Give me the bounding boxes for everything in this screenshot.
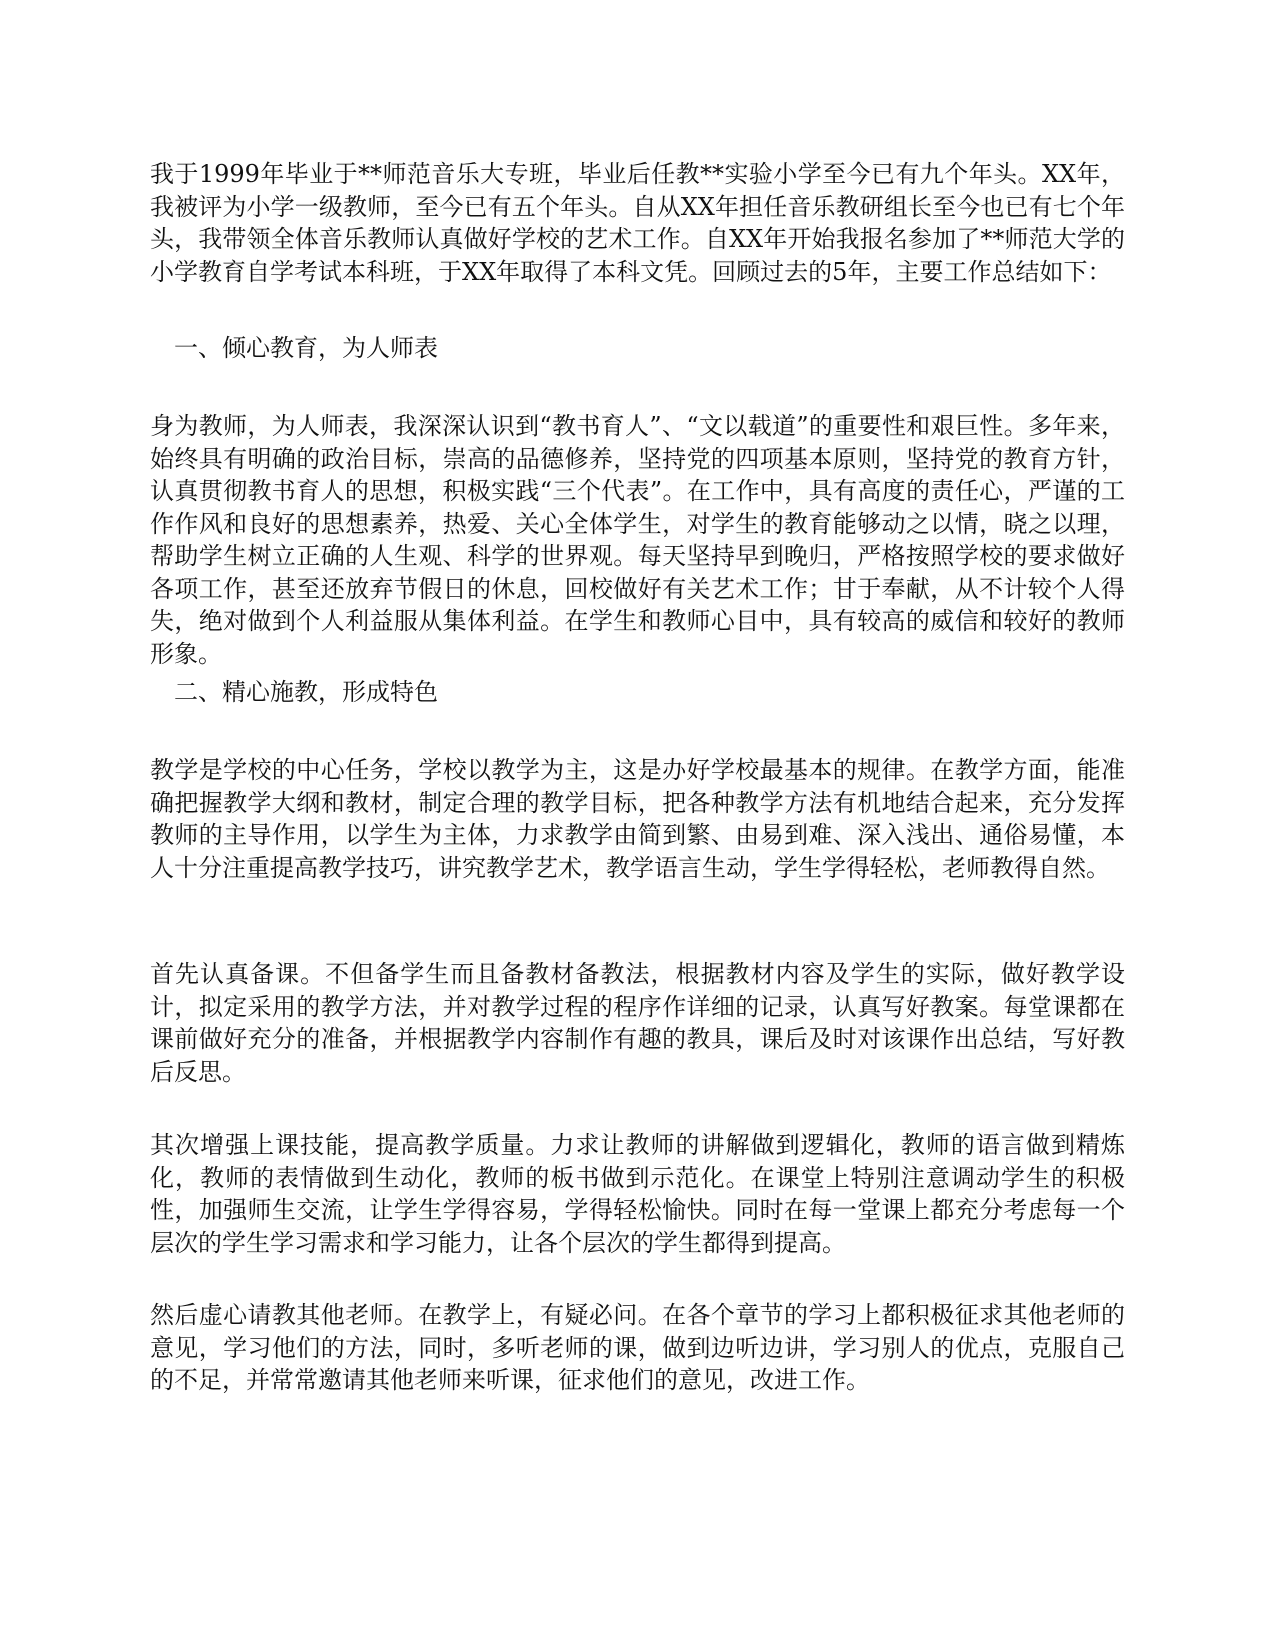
teaching-skills-paragraph: 其次增强上课技能，提高教学质量。力求让教师的讲解做到逻辑化，教师的语言做到精炼化，教师的表情做到生动化，教师的板书做到示范化。在课堂上特别注意调动学生的积极性，加强师生交流，让学生学得容易，学得轻松愉快。同时在每一堂课上都充分考虑每一个层次的学生学习需求和学习能力，让各个层次的学生都得到提高。: [150, 1131, 1125, 1257]
section-heading-1: 一、倾心教育，为人师表: [174, 334, 438, 362]
document-page: [150, 0, 1125, 1650]
teaching-paragraph: 教学是学校的中心任务，学校以教学为主，这是办好学校最基本的规律。在教学方面，能准确把握教学大纲和教材，制定合理的教学目标，把各种教学方法有机地结合起来，充分发挥教师的主导作用，以学生为主体，力求教学由简到繁、由易到难、深入浅出、通俗易懂，本人十分注重提高教学技巧，讲究教学艺术，教学语言生动，学生学得轻松，老师教得自然。: [150, 756, 1125, 882]
section-1-paragraph: 身为教师，为人师表，我深深认识到“教书育人”、“文以载道”的重要性和艰巨性。多年来，始终具有明确的政治目标，崇高的品德修养，坚持党的四项基本原则，坚持党的教育方针，认真贯彻教书育人的思想，积极实践“三个代表”。在工作中，具有高度的责任心，严谨的工作作风和良好的思想素养，热爱、关心全体学生，对学生的教育能够动之以情，晓之以理，帮助学生树立正确的人生观、科学的世界观。每天坚持早到晚归，严格按照学校的要求做好各项工作，甚至还放弃节假日的休息，回校做好有关艺术工作；甘于奉献，从不计较个人得失，绝对做到个人利益服从集体利益。在学生和教师心目中，具有较高的威信和较好的教师形象。: [150, 412, 1125, 668]
lesson-preparation-paragraph: 首先认真备课。不但备学生而且备教材备教法，根据教材内容及学生的实际，做好教学设计，拟定采用的教学方法，并对教学过程的程序作详细的记录，认真写好教案。每堂课都在课前做好充分的准备，并根据教学内容制作有趣的教具，课后及时对该课作出总结，写好教后反思。: [150, 960, 1125, 1086]
intro-paragraph: 我于1999年毕业于**师范音乐大专班，毕业后任教**实验小学至今已有九个年头。XX年，我被评为小学一级教师，至今已有五个年头。自从XX年担任音乐教研组长至今也已有七个年头，我带领全体音乐教师认真做好学校的艺术工作。自XX年开始我报名参加了**师范大学的小学教育自学考试本科班，于XX年取得了本科文凭。回顾过去的5年，主要工作总结如下：: [150, 160, 1125, 286]
section-heading-2: 二、精心施教，形成特色: [174, 678, 438, 706]
consult-teachers-paragraph: 然后虚心请教其他老师。在教学上，有疑必问。在各个章节的学习上都积极征求其他老师的意见，学习他们的方法，同时，多听老师的课，做到边听边讲，学习别人的优点，克服自己的不足，并常常邀请其他老师来听课，征求他们的意见，改进工作。: [150, 1301, 1125, 1394]
